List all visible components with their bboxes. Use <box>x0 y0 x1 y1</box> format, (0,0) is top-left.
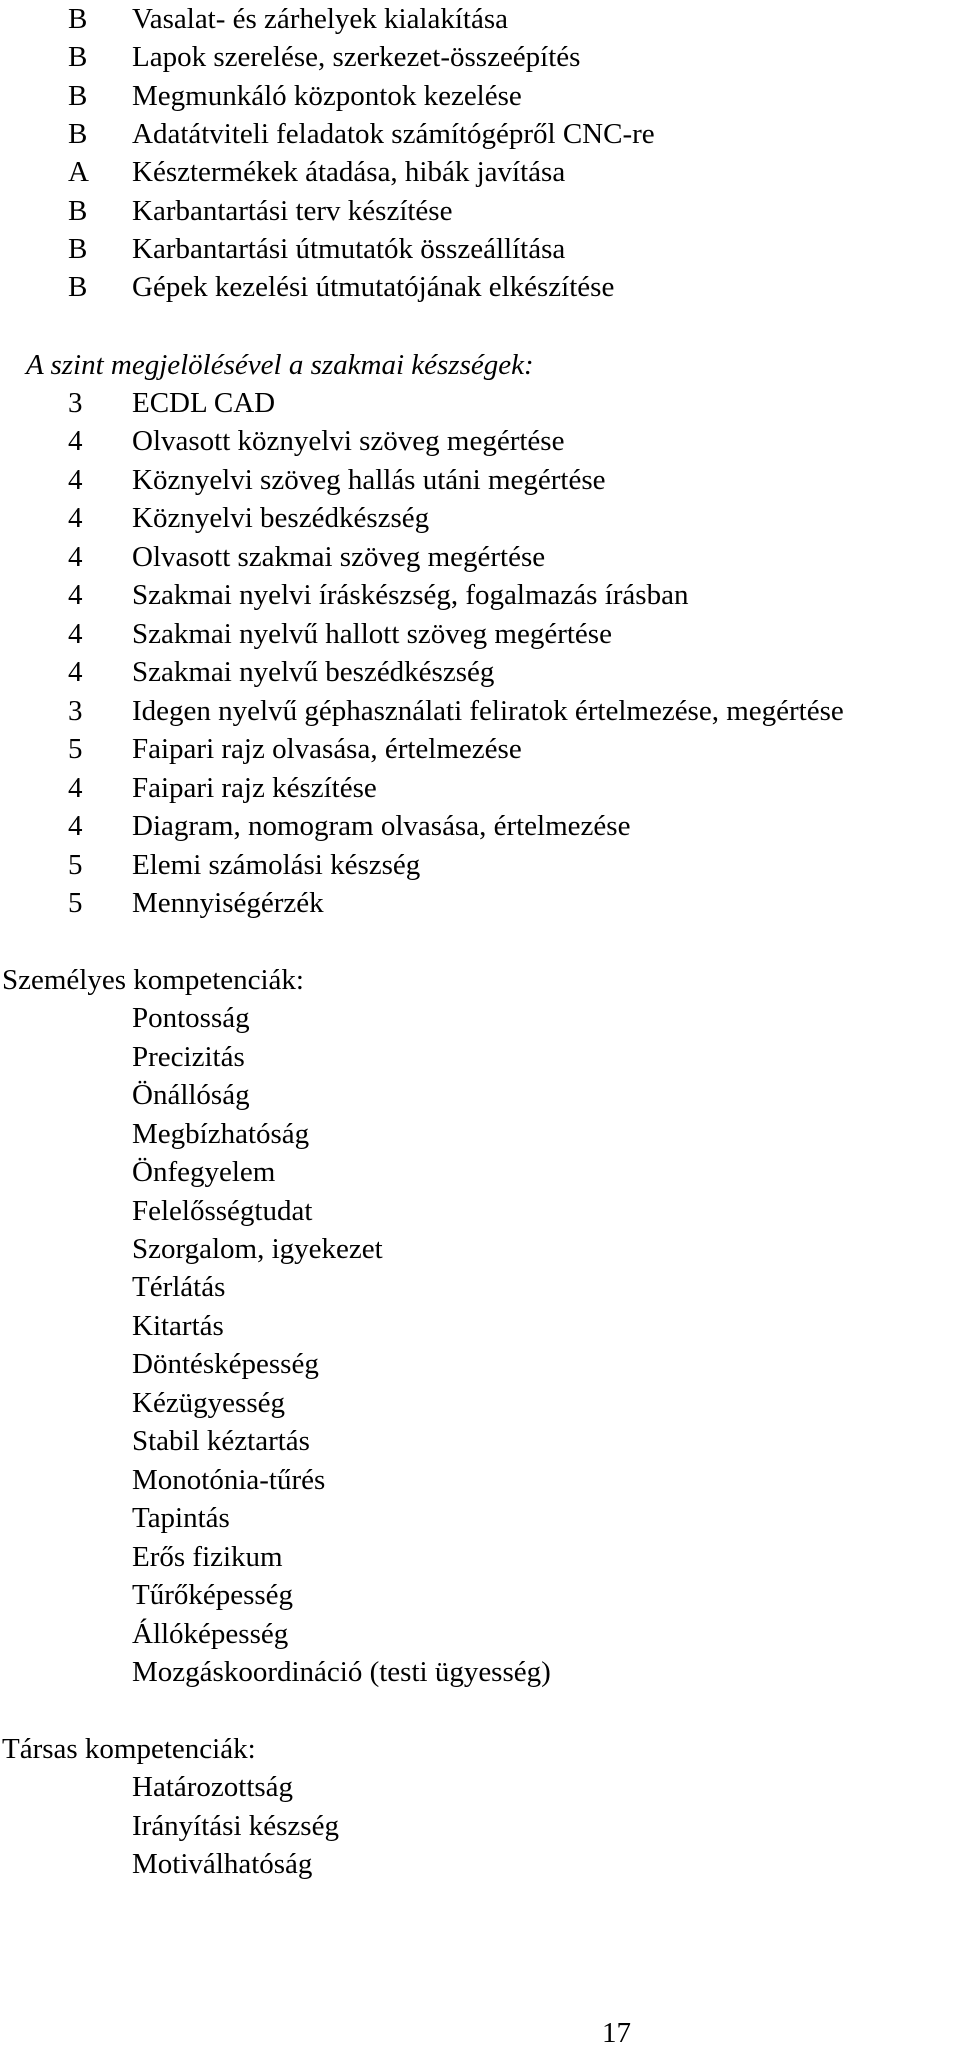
task-grade: B <box>68 41 88 73</box>
list-item: Irányítási készség <box>132 1810 339 1842</box>
list-item: Felelősségtudat <box>132 1195 313 1227</box>
skill-level: 4 <box>68 464 83 496</box>
task-label: Lapok szerelése, szerkezet-összeépítés <box>132 41 581 73</box>
task-label: Adatátviteli feladatok számítógépről CNC-re <box>132 118 655 150</box>
skills-heading: A szint megjelölésével a szakmai készségek: <box>26 349 534 381</box>
list-item: Stabil kéztartás <box>132 1425 310 1457</box>
skill-label: Idegen nyelvű géphasználati feliratok értelmezése, megértése <box>132 695 844 727</box>
skill-label: Faipari rajz olvasása, értelmezése <box>132 733 522 765</box>
list-item: Precizitás <box>132 1041 245 1073</box>
skill-level: 4 <box>68 541 83 573</box>
task-label: Karbantartási útmutatók összeállítása <box>132 233 566 265</box>
list-item: Önfegyelem <box>132 1156 276 1188</box>
skill-level: 4 <box>68 425 83 457</box>
skill-label: Elemi számolási készség <box>132 849 421 881</box>
skill-label: Köznyelvi szöveg hallás utáni megértése <box>132 464 606 496</box>
skill-level: 5 <box>68 887 83 919</box>
skill-level: 4 <box>68 618 83 650</box>
skill-level: 4 <box>68 502 83 534</box>
skill-label: ECDL CAD <box>132 387 276 419</box>
list-item: Tapintás <box>132 1502 230 1534</box>
task-grade: B <box>68 80 88 112</box>
list-item: Kézügyesség <box>132 1387 286 1419</box>
task-grade: A <box>68 156 89 188</box>
skill-label: Mennyiségérzék <box>132 887 324 919</box>
list-item: Erős fizikum <box>132 1541 283 1573</box>
list-item: Motiválhatóság <box>132 1848 313 1880</box>
skill-level: 3 <box>68 695 83 727</box>
skill-label: Szakmai nyelvű hallott szöveg megértése <box>132 618 612 650</box>
list-item: Térlátás <box>132 1271 226 1303</box>
list-item: Döntésképesség <box>132 1348 319 1380</box>
task-label: Gépek kezelési útmutatójának elkészítése <box>132 271 615 303</box>
skill-label: Szakmai nyelvű beszédkészség <box>132 656 495 688</box>
social-competencies-heading: Társas kompetenciák: <box>2 1733 256 1765</box>
list-item: Határozottság <box>132 1771 294 1803</box>
skill-label: Olvasott köznyelvi szöveg megértése <box>132 425 565 457</box>
task-grade: B <box>68 233 88 265</box>
task-label: Karbantartási terv készítése <box>132 195 453 227</box>
task-grade: B <box>68 271 88 303</box>
skill-level: 4 <box>68 810 83 842</box>
list-item: Tűrőképesség <box>132 1579 294 1611</box>
skill-level: 4 <box>68 579 83 611</box>
task-grade: B <box>68 3 88 35</box>
task-label: Megmunkáló központok kezelése <box>132 80 522 112</box>
task-label: Késztermékek átadása, hibák javítása <box>132 156 566 188</box>
skill-level: 4 <box>68 772 83 804</box>
page-number: 17 <box>602 2017 631 2049</box>
list-item: Szorgalom, igyekezet <box>132 1233 383 1265</box>
skill-level: 5 <box>68 849 83 881</box>
task-grade: B <box>68 118 88 150</box>
task-grade: B <box>68 195 88 227</box>
list-item: Önállóság <box>132 1079 250 1111</box>
skill-level: 5 <box>68 733 83 765</box>
list-item: Állóképesség <box>132 1618 289 1650</box>
skill-level: 3 <box>68 387 83 419</box>
skill-label: Olvasott szakmai szöveg megértése <box>132 541 546 573</box>
list-item: Pontosság <box>132 1002 250 1034</box>
list-item: Mozgáskoordináció (testi ügyesség) <box>132 1656 551 1688</box>
personal-competencies-heading: Személyes kompetenciák: <box>2 964 304 996</box>
skill-label: Diagram, nomogram olvasása, értelmezése <box>132 810 631 842</box>
list-item: Kitartás <box>132 1310 224 1342</box>
task-label: Vasalat- és zárhelyek kialakítása <box>132 3 509 35</box>
skill-label: Szakmai nyelvi íráskészség, fogalmazás írásban <box>132 579 689 611</box>
skill-label: Köznyelvi beszédkészség <box>132 502 430 534</box>
skill-level: 4 <box>68 656 83 688</box>
list-item: Megbízhatóság <box>132 1118 310 1150</box>
skill-label: Faipari rajz készítése <box>132 772 377 804</box>
list-item: Monotónia-tűrés <box>132 1464 326 1496</box>
